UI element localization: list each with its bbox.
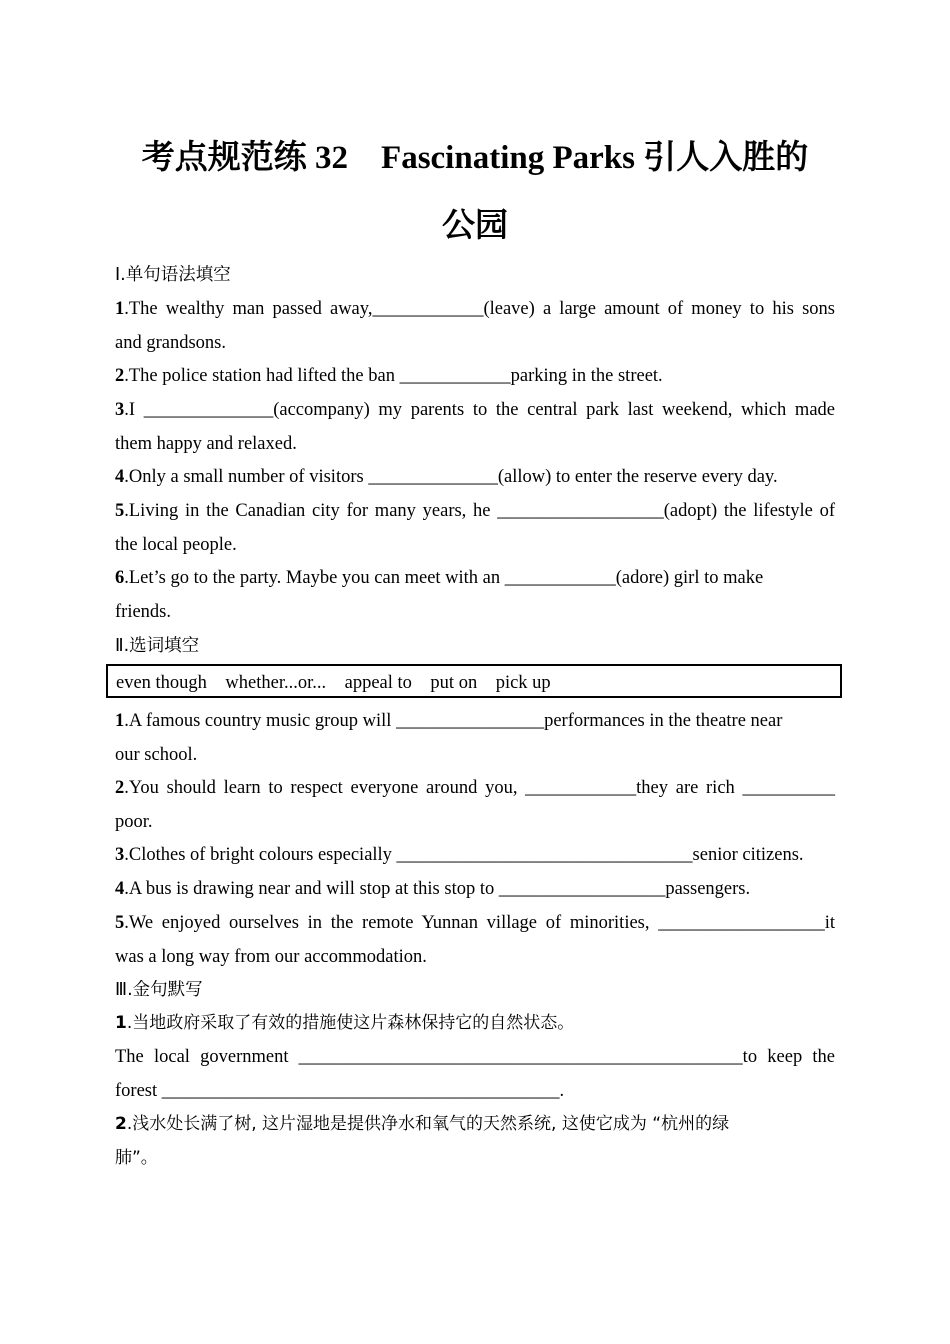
question-line bbox=[115, 1107, 835, 1141]
word-bank-box: even though whether...or... appeal to put on pick up bbox=[106, 664, 842, 698]
section-heading-word-choice: Ⅱ.选词填空 bbox=[115, 636, 200, 656]
question-line bbox=[115, 704, 835, 738]
page-title-continued: 公园 bbox=[442, 208, 508, 244]
question-line bbox=[115, 494, 835, 528]
question-line bbox=[115, 460, 835, 494]
question-line: was a long way from our accommodation. bbox=[115, 947, 427, 967]
question-number: 5 bbox=[115, 501, 125, 521]
question-line: friends. bbox=[115, 602, 171, 622]
question-line bbox=[115, 872, 835, 906]
question-number: 4 bbox=[115, 879, 125, 899]
question-line bbox=[115, 1006, 835, 1040]
question-text: .I ______________(accompany) my parents to the central park last weekend, which made bbox=[124, 400, 835, 420]
question-text: .The wealthy man passed away,____________(leave) a large amount of money to his sons bbox=[124, 299, 835, 319]
question-line: poor. bbox=[115, 812, 153, 832]
question-line: 肺”。 bbox=[115, 1148, 158, 1168]
question-number: 2 bbox=[115, 366, 125, 386]
question-line: them happy and relaxed. bbox=[115, 434, 297, 454]
answer-line: forest ___________________________________________. bbox=[115, 1081, 565, 1101]
question-line: the local people. bbox=[115, 535, 237, 555]
question-text: .We enjoyed ourselves in the remote Yunnan village of minorities, __________________it bbox=[124, 913, 835, 933]
question-line bbox=[115, 838, 835, 872]
question-text: .Only a small number of visitors ______________(allow) to enter the reserve every day. bbox=[124, 467, 778, 487]
question-chinese-text: .当地政府采取了有效的措施使这片森林保持它的自然状态。 bbox=[126, 1013, 575, 1033]
question-line bbox=[115, 292, 835, 326]
page-title: 考点规范练 32 Fascinating Parks 引人入胜的 bbox=[141, 140, 809, 176]
question-line bbox=[115, 771, 835, 805]
question-number: 5 bbox=[115, 913, 125, 933]
question-text: .Living in the Canadian city for many years, he __________________(adopt) the lifestyle of bbox=[124, 501, 835, 521]
question-line bbox=[115, 393, 835, 427]
question-line bbox=[115, 906, 835, 940]
question-number: 6 bbox=[115, 568, 125, 588]
section-heading-grammar: Ⅰ.单句语法填空 bbox=[115, 265, 231, 285]
question-number: 4 bbox=[115, 467, 125, 487]
question-number: 1 bbox=[115, 1013, 127, 1033]
question-number: 2 bbox=[115, 1114, 127, 1134]
question-number: 1 bbox=[115, 711, 125, 731]
question-text: .You should learn to respect everyone around you, ____________they are rich __________ bbox=[124, 778, 835, 798]
question-text: .Clothes of bright colours especially ________________________________senior citizens. bbox=[124, 845, 804, 865]
question-line: our school. bbox=[115, 745, 198, 765]
question-text: .A famous country music group will ________________performances in the theatre near bbox=[124, 711, 783, 731]
question-line bbox=[115, 561, 835, 595]
question-number: 2 bbox=[115, 778, 125, 798]
question-text: .The police station had lifted the ban ____________parking in the street. bbox=[124, 366, 663, 386]
question-text: .Let’s go to the party. Maybe you can meet with an ____________(adore) girl to make bbox=[124, 568, 764, 588]
question-chinese-text: .浅水处长满了树, 这片湿地是提供净水和氧气的天然系统, 这使它成为 “杭州的绿 bbox=[126, 1114, 730, 1134]
question-line: and grandsons. bbox=[115, 333, 226, 353]
question-line bbox=[115, 359, 835, 393]
answer-line: The local government ________________________________________________to keep the bbox=[115, 1047, 835, 1067]
question-number: 3 bbox=[115, 400, 125, 420]
section-heading-sentence-writing: Ⅲ.金句默写 bbox=[115, 980, 203, 1000]
question-text: .A bus is drawing near and will stop at this stop to __________________passengers. bbox=[124, 879, 751, 899]
question-number: 3 bbox=[115, 845, 125, 865]
question-number: 1 bbox=[115, 299, 125, 319]
